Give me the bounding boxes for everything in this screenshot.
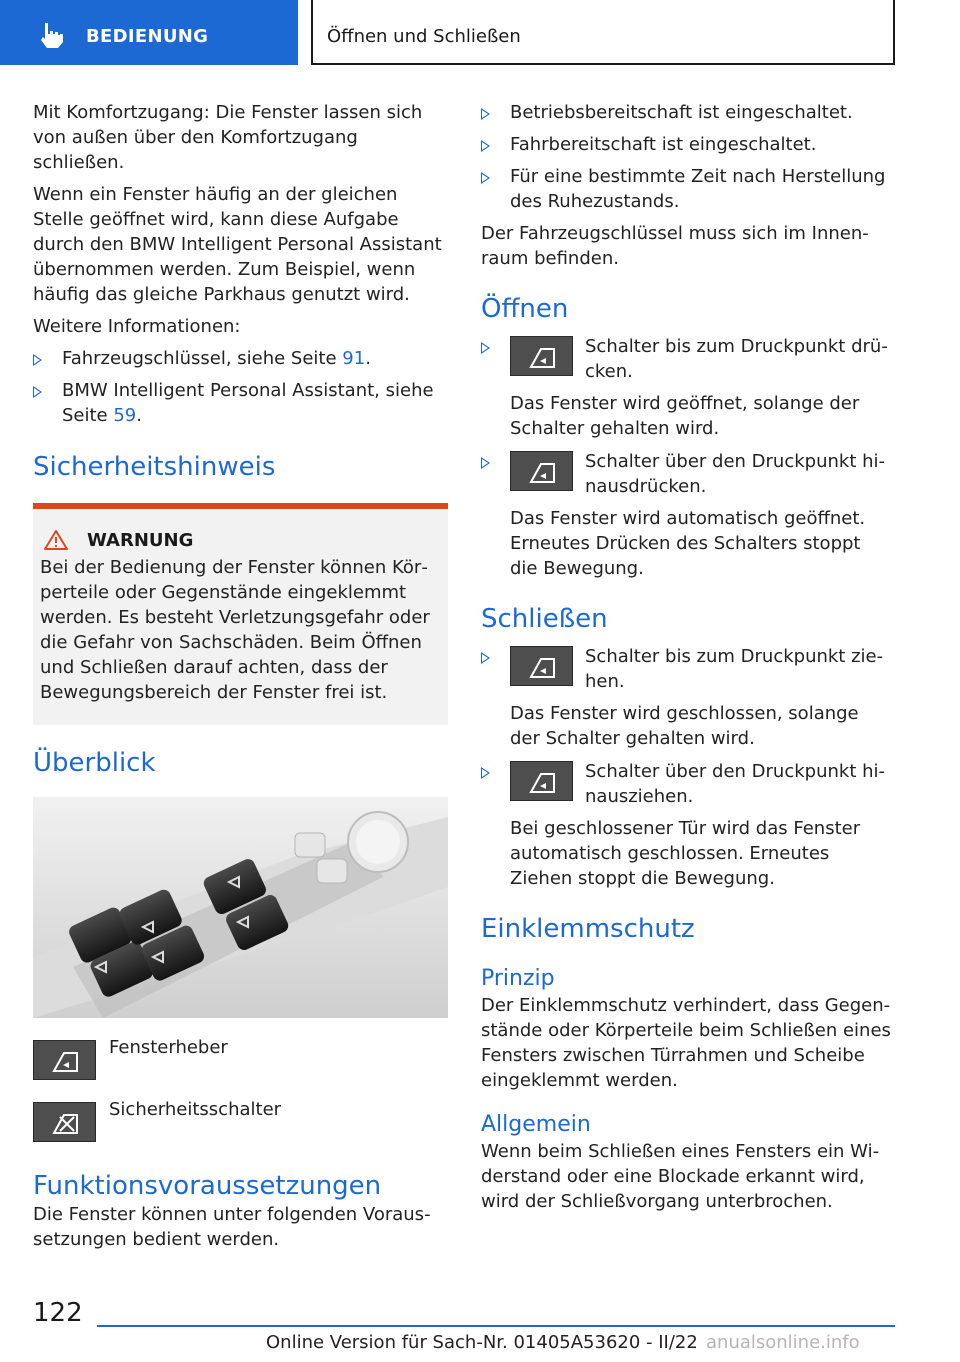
legend-item — [33, 1037, 448, 1080]
section-label: BEDIENUNG — [86, 26, 209, 47]
arrow-bullet-icon — [481, 172, 490, 184]
window-lifter-icon — [33, 1040, 96, 1080]
arrow-bullet-icon — [481, 140, 490, 152]
window-lifter-icon — [510, 761, 573, 801]
step-result: Das Fenster wird geöffnet, solange der Schalter gehalten wird. — [510, 393, 860, 439]
comfort-access-text: Mit Komfortzugang: Die Fenster lassen sich von außen über den Komfortzugang schließen. — [33, 102, 423, 173]
step-action: Schalter bis zum Druckpunkt drücken. — [585, 336, 888, 382]
step-action: Schalter über den Druckpunkt hinausdrücken. — [585, 451, 886, 497]
step-action: Schalter über den Druckpunkt hinausziehen. — [585, 761, 886, 807]
right-column — [481, 100, 893, 1221]
step-result: Das Fenster wird geschlossen, solange der Schalter gehalten wird. — [510, 703, 859, 749]
pinch-protection-heading: Einklemmschutz — [481, 914, 695, 944]
open-heading: Öffnen — [481, 294, 569, 324]
left-column — [33, 100, 448, 1259]
list-item: BMW Intelligent Personal Assistant, siehe Seite 59. — [33, 378, 448, 428]
arrow-bullet-icon — [481, 108, 490, 120]
more-info-label: Weitere Informationen: — [33, 316, 241, 337]
arrow-bullet-icon — [481, 342, 490, 354]
warning-title: WARNUNG — [87, 529, 194, 551]
general-text: Wenn beim Schließen eines Fensters ein Widerstand oder eine Blockade erkannt wird, wird der Schließvorgang unterbrochen. — [481, 1141, 880, 1212]
principle-text: Der Einklemmschutz verhindert, dass Gegenstände oder Körperteile beim Schließen eines Fensters zwischen Türrahmen und Scheibe eingeklemmt werden. — [481, 995, 891, 1091]
chapter-header — [311, 0, 895, 65]
step-result: Das Fenster wird automatisch geöffnet. Erneutes Drücken des Schalters stoppt die Bewegung. — [510, 508, 866, 579]
list-item — [481, 334, 893, 441]
general-heading: Allgemein — [481, 1112, 591, 1137]
arrow-bullet-icon — [481, 652, 490, 664]
list-item: Für eine bestimmte Zeit nach Herstellung des Ruhezustands. — [481, 164, 893, 214]
footer-divider — [97, 1325, 895, 1327]
safety-switch-icon — [33, 1102, 96, 1142]
section-tab — [0, 0, 298, 65]
legend-label: Fensterheber — [109, 1037, 228, 1058]
list-item: Fahrbereitschaft ist eingeschaltet. — [481, 132, 893, 157]
step-result: Bei geschlossener Tür wird das Fenster automatisch geschlossen. Erneutes Ziehen stoppt die Bewegung. — [510, 818, 861, 889]
list-item — [481, 449, 893, 581]
watermark-text: anualsonline.info — [706, 1332, 860, 1353]
warning-text: Bei der Bedienung der Fenster können Körperteile oder Gegenstände eingeklemmt werden. Es besteht Verletzungsgefahr oder die Gefahr von Sachschäden. Beim Öffnen und Schließen darauf achten, dass der Bewegungsbereich der Fenster frei ist. — [40, 557, 430, 703]
chapter-title: Öffnen und Schließen — [327, 26, 521, 47]
window-lifter-icon — [510, 451, 573, 491]
window-switch-photo — [33, 797, 448, 1018]
close-heading: Schließen — [481, 604, 608, 634]
overview-heading: Überblick — [33, 748, 156, 778]
window-lifter-icon — [510, 646, 573, 686]
page-link[interactable]: 59 — [113, 405, 137, 426]
legend-item — [33, 1099, 448, 1142]
safety-heading: Sicherheitshinweis — [33, 452, 276, 482]
warning-box — [33, 503, 448, 725]
list-item: Betriebsbereitschaft ist eingeschaltet. — [481, 100, 893, 125]
window-lifter-icon — [510, 336, 573, 376]
online-version-text: Online Version für Sach-Nr. 01405A53620 - II/22 — [266, 1332, 698, 1353]
requirements-text: Die Fenster können unter folgenden Voraussetzungen bedient werden. — [33, 1204, 431, 1250]
key-note: Der Fahrzeugschlüssel muss sich im Innenraum befinden. — [481, 223, 869, 269]
assistant-text: Wenn ein Fenster häufig an der gleichen Stelle geöffnet wird, kann diese Aufgabe durch den BMW Intelligent Personal Assistant übernommen werden. Zum Beispiel, wenn häufig das gleiche Parkhaus genutzt wird. — [33, 184, 442, 305]
page-link[interactable]: 91 — [342, 348, 366, 369]
page-number: 122 — [33, 1298, 83, 1328]
list-item: Fahrzeugschlüssel, siehe Seite 91. — [33, 346, 448, 371]
legend-label: Sicherheitsschalter — [109, 1099, 282, 1120]
warning-triangle-icon — [43, 529, 69, 551]
principle-heading: Prinzip — [481, 966, 555, 991]
door-panel-illustration — [33, 797, 448, 1018]
arrow-bullet-icon — [481, 457, 490, 469]
step-action: Schalter bis zum Druckpunkt ziehen. — [585, 646, 884, 692]
arrow-bullet-icon — [481, 767, 490, 779]
hand-pointer-icon — [36, 20, 66, 50]
list-item — [481, 759, 893, 891]
list-item — [481, 644, 893, 751]
arrow-bullet-icon — [33, 386, 42, 398]
requirements-heading: Funktionsvoraussetzungen — [33, 1171, 382, 1201]
arrow-bullet-icon — [33, 354, 42, 366]
